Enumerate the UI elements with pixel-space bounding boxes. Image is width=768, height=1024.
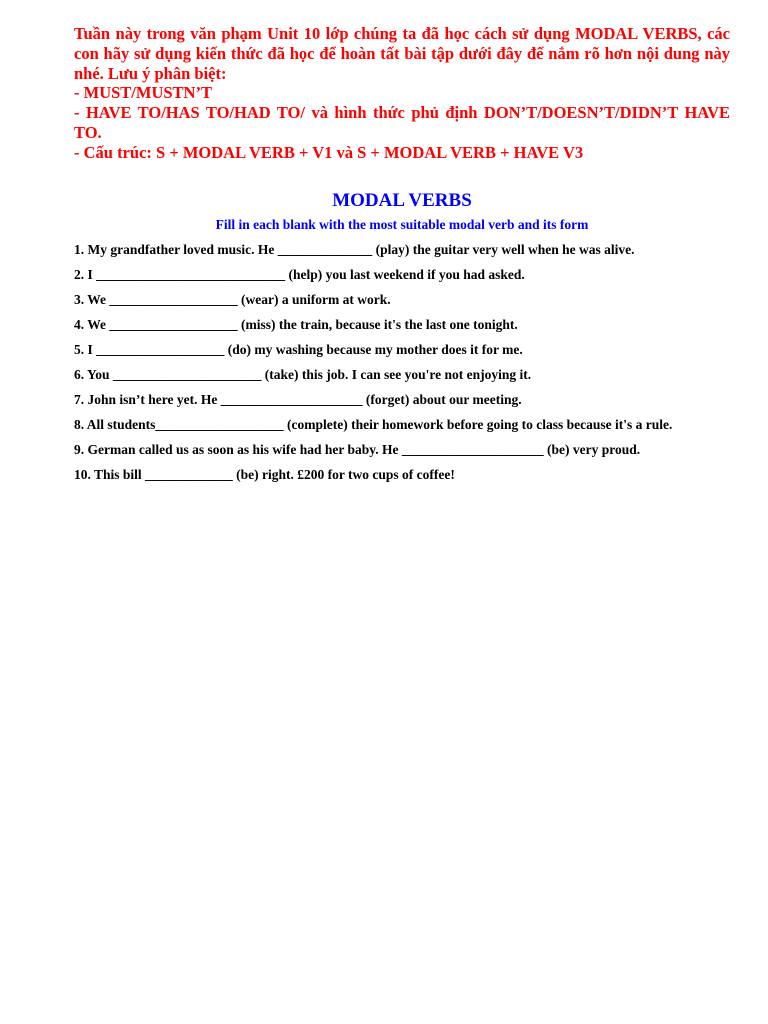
intro-have-to-line: - HAVE TO/HAS TO/HAD TO/ và hình thức phủ định DON’T/DOESN’T/DIDN’T HAVE TO. bbox=[74, 103, 730, 142]
intro-must-line: - MUST/MUSTN’T bbox=[74, 83, 212, 103]
worksheet-page bbox=[74, 24, 730, 487]
page-title: MODAL VERBS bbox=[332, 189, 472, 211]
exercise-item-10: 10. This bill _____________ (be) right. £200 for two cups of coffee! bbox=[74, 466, 455, 482]
intro-structure-line: - Cấu trúc: S + MODAL VERB + V1 và S + MODAL VERB + HAVE V3 bbox=[74, 142, 584, 162]
intro-notes bbox=[74, 24, 730, 163]
exercise-item-1: 1. My grandfather loved music. He ______________ (play) the guitar very well when he was alive. bbox=[74, 241, 635, 257]
exercise-instruction: Fill in each blank with the most suitable modal verb and its form bbox=[215, 216, 589, 232]
exercise-item-2: 2. I ____________________________ (help) you last weekend if you had asked. bbox=[74, 266, 525, 282]
intro-paragraph: Tuần này trong văn phạm Unit 10 lớp chúng ta đã học cách sử dụng MODAL VERBS, các con hãy sử dụng kiến thức đã học để hoàn tất bài tập dưới đây để nắm rõ hơn nội dung này nhé. Lưu ý phân biệt: bbox=[74, 24, 730, 83]
exercise-item-7: 7. John isn’t here yet. He _____________________ (forget) about our meeting. bbox=[74, 391, 522, 407]
exercise-item-4: 4. We ___________________ (miss) the train, because it's the last one tonight. bbox=[74, 316, 518, 332]
exercise-item-9: 9. German called us as soon as his wife had her baby. He _____________________ (be) very proud. bbox=[74, 441, 641, 457]
exercise-item-5: 5. I ___________________ (do) my washing because my mother does it for me. bbox=[74, 341, 523, 357]
exercise-item-6: 6. You ______________________ (take) this job. I can see you're not enjoying it. bbox=[74, 366, 532, 382]
exercise-item-3: 3. We ___________________ (wear) a uniform at work. bbox=[74, 291, 391, 307]
exercise-item-8: 8. All students___________________ (complete) their homework before going to class because it's a rule. bbox=[74, 416, 673, 432]
exercise-list bbox=[74, 237, 730, 487]
